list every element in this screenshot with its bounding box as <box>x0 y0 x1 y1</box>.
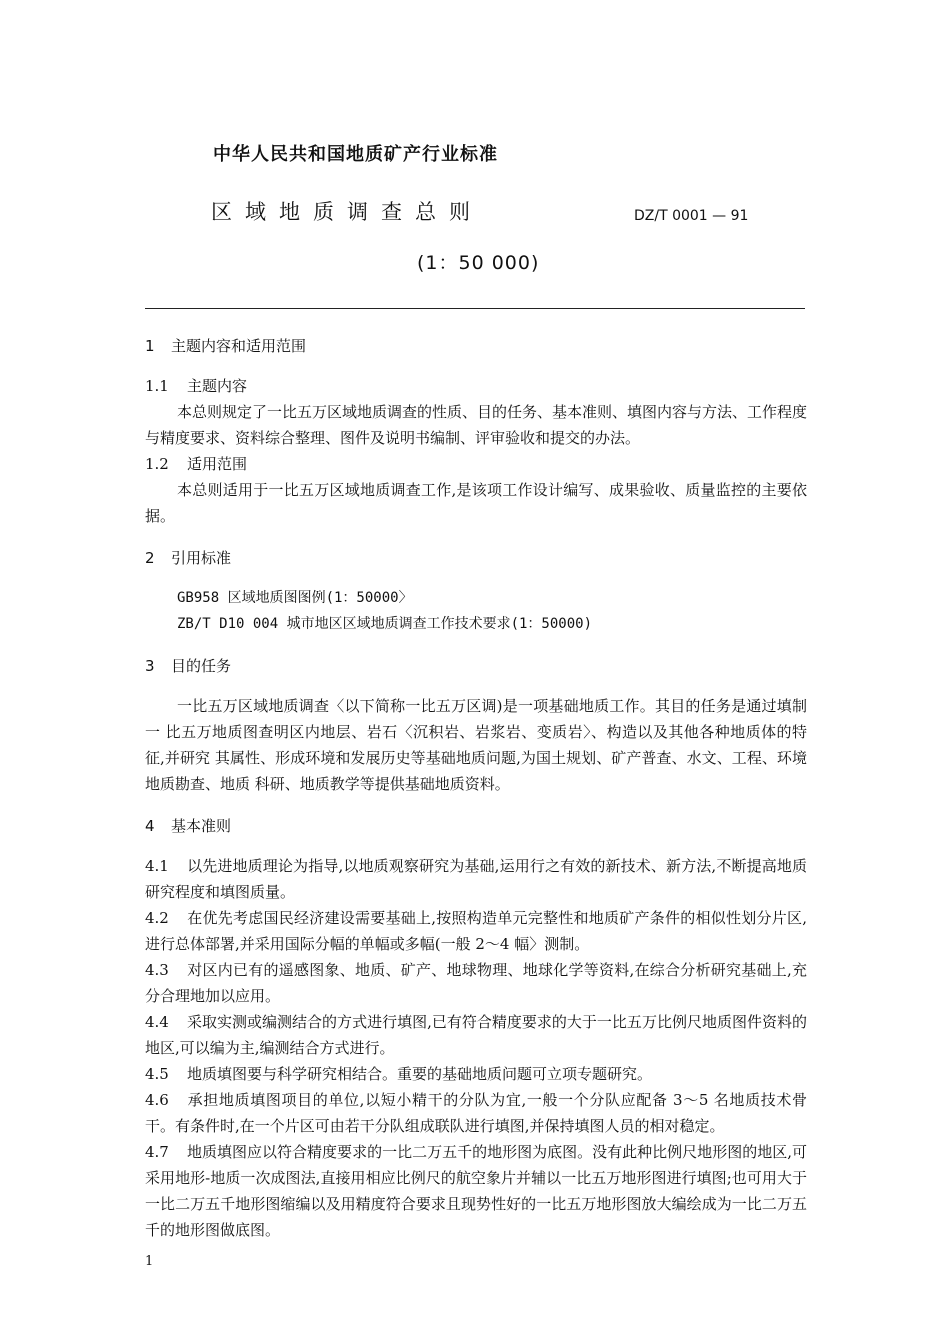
section-heading: 2 引用标准 <box>145 549 232 567</box>
list-item: 4.1 以先进地质理论为指导,以地质观察研究为基础,运用行之有效的新技术、新方法,不断提高地质 研究程度和填图质量。 <box>145 857 807 901</box>
paragraph: 一比五万区域地质调查〈以下简称一比五万区调)是一项基础地质工作。其目的任务是通过填制一 比五万地质图查明区内地层、岩石〈沉积岩、岩浆岩、变质岩〉、构造以及其他各种地质体的特征,并研究 其属性、形成环境和发展历史等基础地质问题,为国土规划、矿产普查、水文、工程、环境地质勘查、地质 科研、地质教学等提供基础地质资料。 <box>145 697 807 793</box>
standard-code: DZ/T 0001 — 91 <box>634 208 749 224</box>
reference-item: GB958 区域地质图图例(1：50000〉 <box>177 590 413 606</box>
document-title: 区域地质调查总则 <box>211 200 483 224</box>
document-body <box>145 333 807 1243</box>
list-item: 4.4 采取实测或编测结合的方式进行填图,已有符合精度要求的大于一比五万比例尺地质图件资料的 地区,可以编为主,编测结合方式进行。 <box>145 1013 807 1057</box>
list-item: 4.5 地质填图要与科学研究相结合。重要的基础地质问题可立项专题研究。 <box>145 1065 653 1083</box>
header-divider <box>145 308 805 309</box>
list-item: 4.3 对区内已有的遥感图象、地质、矿产、地球物理、地球化学等资料,在综合分析研究基础上,充分合理地加以应用。 <box>145 961 807 1005</box>
scale-label: (1：50 000) <box>417 252 540 274</box>
page-number: 1 <box>145 1254 154 1269</box>
standard-org-title: 中华人民共和国地质矿产行业标准 <box>213 144 498 165</box>
section-heading: 3 目的任务 <box>145 657 232 675</box>
section-heading: 4 基本准则 <box>145 817 232 835</box>
paragraph: 本总则规定了一比五万区域地质调查的性质、目的任务、基本准则、填图内容与方法、工作程度与精度要求、资料综合整理、图件及说明书编制、评审验收和提交的办法。 <box>145 403 808 447</box>
section-heading: 1 主题内容和适用范围 <box>145 337 307 355</box>
list-item: 4.6 承担地质填图项目的单位,以短小精干的分队为宜,一般一个分队应配备 3～5 名地质技术骨干。有条件时,在一个片区可由若干分队组成联队进行填图,并保持填图人员的相对稳定。 <box>145 1091 807 1135</box>
list-item: 4.7 地质填图应以符合精度要求的一比二万五千的地形图为底图。没有此种比例尺地形图的地区,可采用地形-地质一次成图法,直接用相应比例尺的航空象片并辅以一比五万地形图进行填图;也可用大于一比二万五千地形图缩编以及用精度符合要求且现势性好的一比五万地形图放大编绘成为一比二万五千的地形图做底图。 <box>145 1143 807 1239</box>
paragraph: 本总则适用于一比五万区域地质调查工作,是该项工作设计编写、成果验收、质量监控的主要依据。 <box>145 481 807 525</box>
list-item: 4.2 在优先考虑国民经济建设需要基础上,按照构造单元完整性和地质矿产条件的相似性划分片区,进行总体部署,并采用国际分幅的单幅或多幅(一般 2～4 幅〉测制。 <box>145 909 807 953</box>
reference-item: ZB/T D10 004 城市地区区域地质调查工作技术要求(1：50000) <box>177 616 593 632</box>
subsection-heading: 1.1 主题内容 <box>145 377 248 395</box>
subsection-heading: 1.2 适用范围 <box>145 455 248 473</box>
